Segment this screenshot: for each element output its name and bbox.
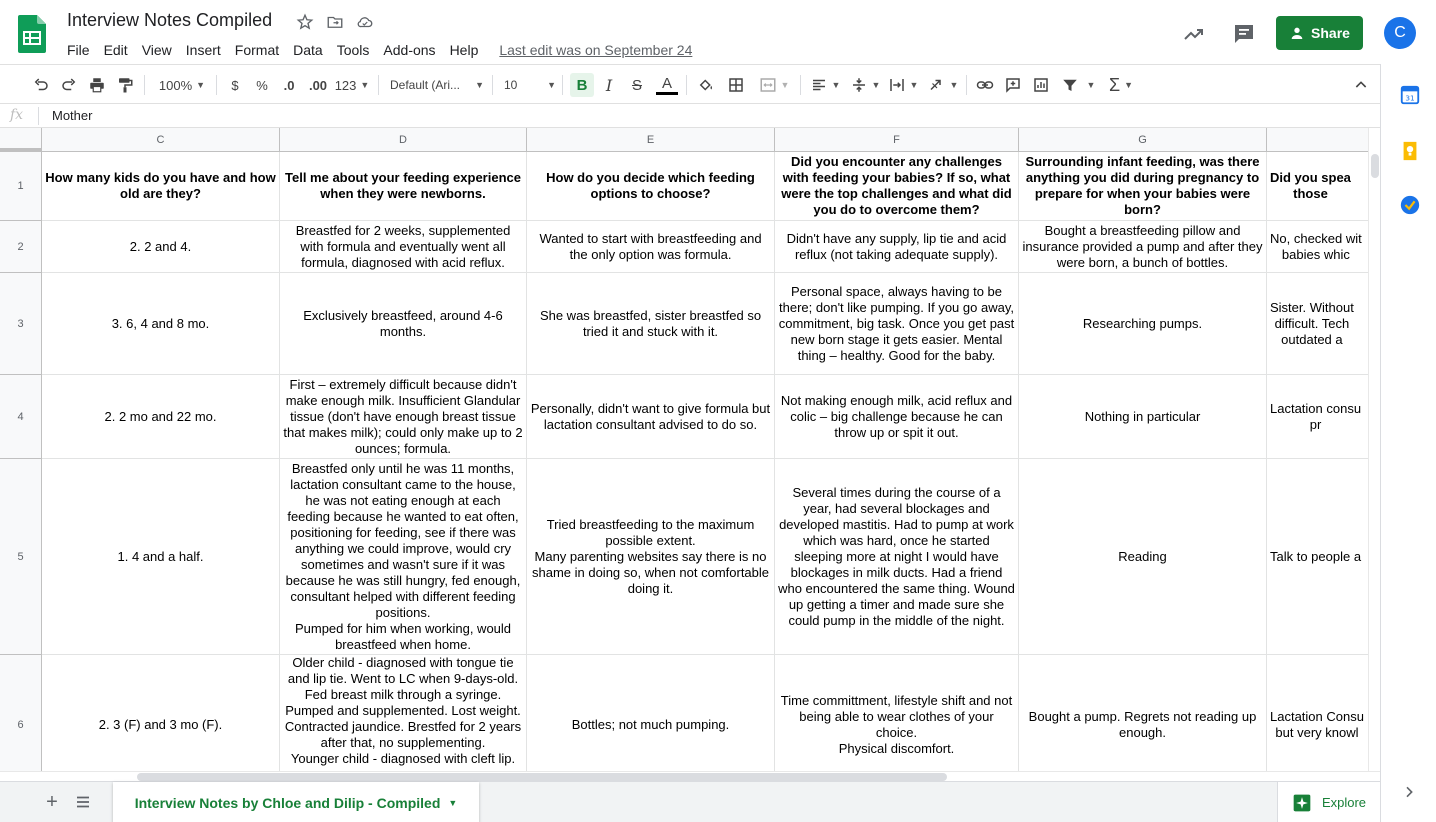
sheet-tab-label: Interview Notes by Chloe and Dilip - Compiled [134,794,441,811]
row-header-3[interactable]: 3 [0,273,42,375]
toolbar-divider [144,75,145,95]
tasks-icon[interactable] [1399,194,1421,216]
data-cell[interactable]: Tried breastfeeding to the maximum possible extent. Many parenting websites say there is no shame in doing so, when not comfortable doing it. [527,459,775,655]
redo-icon[interactable] [58,73,80,97]
data-cell[interactable]: Breastfed for 2 weeks, supplemented with formula and eventually went all formula, diagnosed with acid reflux. [280,221,527,273]
spreadsheet-grid[interactable] [0,128,1368,771]
star-icon[interactable] [296,13,314,31]
share-label: Share [1311,25,1350,41]
vertical-scrollbar[interactable] [1368,128,1380,771]
explore-button[interactable] [1277,782,1380,822]
col-header-column-f[interactable]: F [775,128,1019,152]
data-cell[interactable]: 1. 4 and a half. [42,459,280,655]
data-cell[interactable]: Talk to people a [1267,459,1368,655]
row-header-4[interactable]: 4 [0,375,42,459]
decrease-decimal-button[interactable]: .0 [283,77,295,93]
header-cell[interactable]: Surrounding infant feeding, was there anything you did during pregnancy to prepare for when your babies were born? [1019,152,1267,221]
menu-data[interactable]: Data [293,42,323,58]
data-cell[interactable]: Nothing in particular [1019,375,1267,459]
data-cell[interactable]: Personal space, always having to be there; don't like pumping. If you go away, commitment, big task. Once you get past new born stage it gets easier. Mental thing – healthy. Good for the baby. [775,273,1019,375]
data-cell[interactable]: No, checked wit babies whic [1267,221,1368,273]
filter-icon[interactable] [1058,73,1098,97]
data-cell[interactable]: Bought a pump. Regrets not reading up enough. [1019,655,1267,771]
data-cell[interactable]: Time committment, lifestyle shift and not being able to wear clothes of your choice. Physical discomfort. [775,655,1019,771]
col-header-column-c[interactable]: C [42,128,280,152]
toolbar-divider [492,75,493,95]
menu-help[interactable]: Help [449,42,479,58]
toolbar-divider [800,75,801,95]
font-family-select[interactable] [390,73,484,97]
chevron-down-icon: ▼ [1124,80,1134,90]
menu-format[interactable]: Format [234,42,280,58]
bold-button[interactable]: B [570,73,594,97]
font-size-select[interactable] [504,73,556,97]
merge-cells-icon[interactable] [754,73,794,97]
app-header [0,0,1436,64]
toolbar-divider [966,75,967,95]
menu-insert[interactable]: Insert [185,42,221,58]
font-family-value: Default (Ari... [390,78,461,92]
header-cell[interactable]: Did you spea those [1267,152,1368,221]
insert-comment-icon[interactable] [1002,73,1024,97]
data-cell[interactable]: Bottles; not much pumping. [527,655,775,771]
chevron-down-icon[interactable]: ▼ [448,797,458,808]
data-cell[interactable]: Wanted to start with breastfeeding and the only option was formula. [527,221,775,273]
vertical-align-icon[interactable] [848,73,882,97]
chevron-down-icon: ▼ [1086,80,1096,90]
print-icon[interactable] [86,73,108,97]
move-folder-icon[interactable] [326,13,344,31]
horizontal-scrollbar[interactable] [0,771,1380,781]
menu-view[interactable]: View [141,42,172,58]
data-cell[interactable]: Older child - diagnosed with tongue tie and lip tie. Went to LC when 9-days-old. Fed breast milk through a syringe. Pumped and supplemented. Lost weight. Contracted jaundice. Brestfed for 2 years after that, no supplementing. Younger child - diagnosed with cleft lip. [280,655,527,771]
chevron-down-icon: ▼ [196,80,206,90]
col-header-column-h[interactable] [1267,128,1368,152]
chevron-down-icon: ▼ [547,80,556,90]
row-header-6[interactable]: 6 [0,655,42,771]
share-button[interactable] [1276,16,1363,50]
comments-icon[interactable] [1232,22,1256,46]
vertical-scroll-thumb[interactable] [1371,154,1379,178]
data-cell[interactable]: Lactation consu pr [1267,375,1368,459]
header-cell[interactable]: How many kids do you have and how old are they? [42,152,280,221]
data-cell[interactable]: She was breastfed, sister breastfed so tried it and stuck with it. [527,273,775,375]
toolbar-divider [686,75,687,95]
data-cell[interactable]: Didn't have any supply, lip tie and acid reflux (not taking adequate supply). [775,221,1019,273]
chevron-down-icon: ▼ [949,80,959,90]
document-title[interactable]: Interview Notes Compiled [67,10,273,30]
text-color-button[interactable] [656,73,678,97]
toolbar [0,64,1380,104]
increase-decimal-button[interactable]: .00 [308,77,328,93]
calendar-icon[interactable] [1399,84,1421,106]
col-header-column-d[interactable]: D [280,128,527,152]
formula-input[interactable]: Mother [52,108,93,123]
chevron-down-icon: ▼ [909,80,919,90]
explore-icon [1292,793,1312,813]
text-rotation-icon[interactable] [926,73,960,97]
data-cell[interactable]: 2. 2 mo and 22 mo. [42,375,280,459]
header-cell[interactable]: Did you encounter any challenges with feeding your babies? If so, what were the top challenges and what did you do to overcome them? [775,152,1019,221]
keep-icon[interactable] [1399,140,1421,162]
menu-bar [60,40,692,60]
data-cell[interactable]: Breastfed only until he was 11 months, lactation consultant came to the house, he was not eating enough at each feeding because he wanted to eat often, positioning for feeding, see if there was anything we could improve, would cry sometimes and wasn't sure if it was because he was still hungry, fed enough, consultant helped with different feeding positions. Pumped for him when working, would breastfeed when home. [280,459,527,655]
formula-bar [0,104,1380,128]
percent-format-button[interactable]: % [256,77,268,93]
horizontal-scroll-thumb[interactable] [137,773,947,781]
data-cell[interactable]: Not making enough milk, acid reflux and colic – big challenge because he can throw up or spit it out. [775,375,1019,459]
more-formats-label: 123 [334,77,357,93]
undo-icon[interactable] [30,73,52,97]
data-cell[interactable]: Personally, didn't want to give formula but lactation consultant advised to do so. [527,375,775,459]
borders-icon[interactable] [725,73,747,97]
avatar[interactable]: C [1384,17,1416,49]
last-edit-link[interactable]: Last edit was on September 24 [499,42,693,58]
font-size-value: 10 [504,78,518,92]
sigma-glyph: Σ [1108,74,1121,95]
chevron-down-icon: ▼ [360,80,370,90]
chevron-down-icon: ▼ [831,80,841,90]
data-cell[interactable]: 3. 6, 4 and 8 mo. [42,273,280,375]
chevron-down-icon: ▼ [780,80,790,90]
text-color-label: A [661,75,672,92]
chevron-down-icon: ▼ [475,80,484,90]
data-cell[interactable]: Exclusively breastfeed, around 4-6 months. [280,273,527,375]
paint-format-icon[interactable] [114,73,136,97]
select-all-corner[interactable] [0,128,42,152]
horizontal-align-icon[interactable] [808,73,842,97]
data-cell[interactable]: First – extremely difficult because didn't make enough milk. Insufficient Glandular tissue (don't have enough breast tissue that makes milk); could only make up to 2 ounces; formula. [280,375,527,459]
data-cell[interactable]: 2. 2 and 4. [42,221,280,273]
side-panel [1380,64,1436,822]
svg-text:31: 31 [1405,93,1415,103]
zoom-select[interactable] [154,73,210,97]
add-sheet-icon[interactable]: + [46,790,58,813]
data-cell[interactable]: 2. 3 (F) and 3 mo (F). [42,655,280,771]
cloud-status-icon[interactable] [356,13,374,31]
data-cell[interactable]: Several times during the course of a year, had several blockages and developed mastitis. Had to pump at work which was hard, once he started sleeping more at night I would have blockages in milk ducts. Had a friend who encountered the same thing. Wound up getting a timer and made sure she could pump in the middle of the night. [775,459,1019,655]
toolbar-divider [216,75,217,95]
data-cell[interactable]: Reading [1019,459,1267,655]
person-icon [1289,25,1305,41]
functions-icon[interactable] [1104,73,1138,97]
data-cell[interactable]: Researching pumps. [1019,273,1267,375]
row-header-1[interactable]: 1 [0,152,42,221]
col-header-column-g[interactable]: G [1019,128,1267,152]
sheet-tab-active[interactable] [113,782,479,822]
chevron-down-icon: ▼ [871,80,881,90]
text-color-swatch [656,92,678,95]
menu-addons[interactable]: Add-ons [383,42,436,58]
zoom-value: 100% [158,77,193,93]
insert-chart-icon[interactable] [1030,73,1052,97]
strikethrough-button[interactable]: S [631,76,642,94]
activity-dashboard-icon[interactable] [1182,22,1206,46]
italic-button[interactable]: I [605,75,613,95]
sheets-logo-icon[interactable] [18,15,46,53]
row-header-2[interactable]: 2 [0,221,42,273]
toolbar-divider [562,75,563,95]
col-header-column-e[interactable]: E [527,128,775,152]
explore-label: Explore [1321,795,1367,810]
all-sheets-menu-icon[interactable] [74,793,92,811]
chevron-right-icon[interactable] [1401,784,1417,800]
menu-tools[interactable]: Tools [336,42,370,58]
insert-link-icon[interactable] [974,73,996,97]
more-formats-select[interactable] [335,73,369,97]
data-cell[interactable]: Lactation Consu but very knowl [1267,655,1368,771]
sheet-tab-bar [0,781,1380,822]
text-wrapping-icon[interactable] [886,73,920,97]
toolbar-divider [378,75,379,95]
currency-format-button[interactable]: $ [231,77,239,93]
data-cell[interactable]: Bought a breastfeeding pillow and insurance provided a pump and after they were born, a bunch of bottles. [1019,221,1267,273]
fx-label: fx [10,107,24,123]
row-header-5[interactable]: 5 [0,459,42,655]
formula-divider [38,107,39,125]
fill-color-icon[interactable] [695,73,717,97]
collapse-toolbar-icon[interactable] [1350,73,1372,97]
header-cell[interactable]: How do you decide which feeding options to choose? [527,152,775,221]
menu-edit[interactable]: Edit [103,42,128,58]
data-cell[interactable]: Sister. Without difficult. Tech outdated a [1267,273,1368,375]
header-cell[interactable]: Tell me about your feeding experience when they were newborns. [280,152,527,221]
menu-file[interactable]: File [67,42,90,58]
